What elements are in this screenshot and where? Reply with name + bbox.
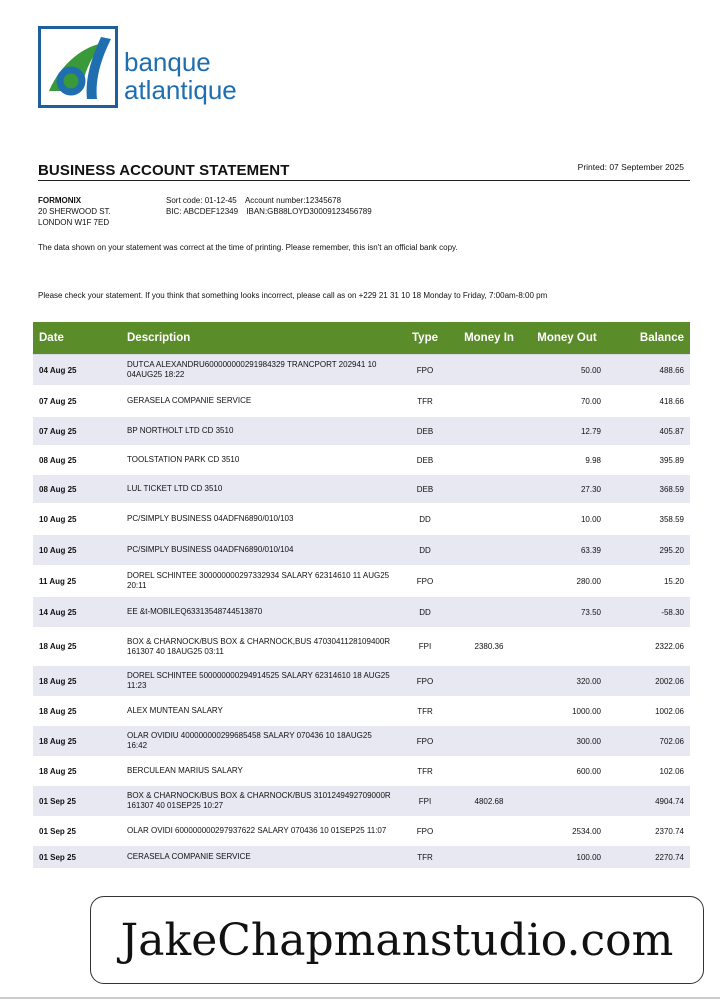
page-bottom-rule <box>0 997 720 999</box>
table-row <box>33 535 690 566</box>
cell-date: 07 Aug 25 <box>33 386 121 417</box>
col-description-header: Description <box>121 322 399 355</box>
cell-type: TFR <box>399 757 451 786</box>
cell-balance: 368.59 <box>607 475 690 504</box>
table-row <box>33 386 690 417</box>
cell-money-in <box>451 846 527 869</box>
cell-type: FPI <box>399 786 451 817</box>
cell-description: ALEX MUNTEAN SALARY <box>121 697 399 726</box>
transactions-table <box>33 322 690 869</box>
account-number: Account number:12345678 <box>244 196 342 205</box>
col-date-header: Date <box>33 322 121 355</box>
sort-code: Sort code: 01-12-45 <box>166 196 237 205</box>
cell-balance: 2002.06 <box>607 666 690 697</box>
data-disclaimer: The data shown on your statement was correct at the time of printing. Please remember, this isn't an official bank copy. <box>38 243 458 252</box>
cell-money-in <box>451 417 527 446</box>
address-line-1: 20 SHERWOOD ST. <box>38 207 111 216</box>
cell-money-out: 280.00 <box>527 566 607 597</box>
cell-balance: 1002.06 <box>607 697 690 726</box>
cell-money-out: 1000.00 <box>527 697 607 726</box>
cell-type: DEB <box>399 446 451 475</box>
cell-date: 10 Aug 25 <box>33 504 121 535</box>
cell-balance: 4904.74 <box>607 786 690 817</box>
title-divider <box>38 180 690 181</box>
cell-type: FPO <box>399 726 451 757</box>
cell-description: BERCULEAN MARIUS SALARY <box>121 757 399 786</box>
cell-date: 01 Sep 25 <box>33 846 121 869</box>
col-money-out-header: Money Out <box>527 322 607 355</box>
cell-money-in <box>451 566 527 597</box>
cell-balance: 358.59 <box>607 504 690 535</box>
cell-date: 14 Aug 25 <box>33 597 121 628</box>
cell-money-in: 4802.68 <box>451 786 527 817</box>
cell-description: OLAR OVIDI 600000000297937622 SALARY 070436 10 01SEP25 11:07 <box>121 817 399 846</box>
table-row <box>33 417 690 446</box>
table-row <box>33 566 690 597</box>
cell-money-out: 10.00 <box>527 504 607 535</box>
cell-type: FPO <box>399 355 451 386</box>
cell-money-out: 12.79 <box>527 417 607 446</box>
cell-money-in <box>451 597 527 628</box>
table-row <box>33 757 690 786</box>
check-notice: Please check your statement. If you think that something looks incorrect, please call as on +229 21 31 10 18 Monday to Friday, 7:00am-8:00 pm <box>38 291 548 300</box>
cell-money-out: 63.39 <box>527 535 607 566</box>
cell-description: CERASELA COMPANIE SERVICE <box>121 846 399 869</box>
cell-balance: 295.20 <box>607 535 690 566</box>
cell-type: FPO <box>399 566 451 597</box>
statement-title: BUSINESS ACCOUNT STATEMENT <box>38 162 290 179</box>
table-row <box>33 628 690 666</box>
address-line-2: LONDON W1F 7ED <box>38 218 110 227</box>
cell-balance: 488.66 <box>607 355 690 386</box>
cell-type: FPI <box>399 628 451 666</box>
cell-money-out: 73.50 <box>527 597 607 628</box>
cell-money-out: 2534.00 <box>527 817 607 846</box>
table-row <box>33 697 690 726</box>
cell-money-out <box>527 628 607 666</box>
printed-date: Printed: 07 September 2025 <box>577 162 684 172</box>
cell-type: DEB <box>399 475 451 504</box>
cell-type: DD <box>399 504 451 535</box>
cell-money-in <box>451 446 527 475</box>
cell-money-in: 2380.36 <box>451 628 527 666</box>
cell-money-in <box>451 504 527 535</box>
cell-date: 08 Aug 25 <box>33 475 121 504</box>
cell-date: 18 Aug 25 <box>33 757 121 786</box>
cell-money-out <box>527 786 607 817</box>
cell-balance: 418.66 <box>607 386 690 417</box>
cell-money-in <box>451 666 527 697</box>
cell-balance: 2370.74 <box>607 817 690 846</box>
table-header-row <box>33 322 690 355</box>
bank-name-line2: atlantique <box>124 75 237 105</box>
cell-description: PC/SIMPLY BUSINESS 04ADFN6890/010/104 <box>121 535 399 566</box>
cell-money-out: 100.00 <box>527 846 607 869</box>
cell-money-in <box>451 475 527 504</box>
cell-money-in <box>451 817 527 846</box>
table-row <box>33 504 690 535</box>
cell-balance: 2270.74 <box>607 846 690 869</box>
iban-code: IBAN:GB88LOYD30009123456789 <box>246 207 372 216</box>
cell-description: BOX & CHARNOCK/BUS BOX & CHARNOCK,BUS 4703041128109400R 161307 40 18AUG25 03:11 <box>121 628 399 666</box>
cell-date: 08 Aug 25 <box>33 446 121 475</box>
cell-type: TFR <box>399 386 451 417</box>
cell-description: DUTCA ALEXANDRU600000000291984329 TRANCPORT 202941 10 04AUG25 18:22 <box>121 355 399 386</box>
cell-description: GERASELA COMPANIE SERVICE <box>121 386 399 417</box>
bic-code: BIC: ABCDEF12349 <box>166 207 239 216</box>
cell-money-in <box>451 757 527 786</box>
cell-money-out: 27.30 <box>527 475 607 504</box>
cell-money-in <box>451 535 527 566</box>
cell-date: 18 Aug 25 <box>33 726 121 757</box>
cell-balance: 2322.06 <box>607 628 690 666</box>
bank-name <box>124 48 237 104</box>
col-balance-header: Balance <box>607 322 690 355</box>
cell-description: TOOLSTATION PARK CD 3510 <box>121 446 399 475</box>
cell-money-out: 320.00 <box>527 666 607 697</box>
cell-money-out: 600.00 <box>527 757 607 786</box>
table-row <box>33 446 690 475</box>
cell-money-in <box>451 355 527 386</box>
table-row <box>33 846 690 869</box>
cell-type: DEB <box>399 417 451 446</box>
cell-money-in <box>451 386 527 417</box>
table-row <box>33 475 690 504</box>
cell-description: BOX & CHARNOCK/BUS BOX & CHARNOCK/BUS 3101249492709000R 161307 40 01SEP25 10:27 <box>121 786 399 817</box>
cell-description: PC/SIMPLY BUSINESS 04ADFN6890/010/103 <box>121 504 399 535</box>
table-row <box>33 817 690 846</box>
cell-description: BP NORTHOLT LTD CD 3510 <box>121 417 399 446</box>
cell-description: LUL TICKET LTD CD 3510 <box>121 475 399 504</box>
cell-money-out: 9.98 <box>527 446 607 475</box>
cell-type: FPO <box>399 817 451 846</box>
cell-description: DOREL SCHINTEE 300000000297332934 SALARY 62314610 11 AUG25 20:11 <box>121 566 399 597</box>
cell-description: OLAR OVIDIU 400000000299685458 SALARY 070436 10 18AUG25 16:42 <box>121 726 399 757</box>
col-money-in-header: Money In <box>451 322 527 355</box>
table-row <box>33 355 690 386</box>
cell-date: 11 Aug 25 <box>33 566 121 597</box>
col-type-header: Type <box>399 322 451 355</box>
cell-description: DOREL SCHINTEE 500000000294914525 SALARY 62314610 18 AUG25 11:23 <box>121 666 399 697</box>
cell-type: TFR <box>399 697 451 726</box>
cell-balance: 395.89 <box>607 446 690 475</box>
cell-date: 07 Aug 25 <box>33 417 121 446</box>
cell-date: 18 Aug 25 <box>33 666 121 697</box>
table-row <box>33 726 690 757</box>
cell-balance: 102.06 <box>607 757 690 786</box>
cell-balance: 702.06 <box>607 726 690 757</box>
cell-type: DD <box>399 535 451 566</box>
cell-money-in <box>451 726 527 757</box>
cell-balance: 15.20 <box>607 566 690 597</box>
table-row <box>33 786 690 817</box>
bank-logo <box>38 26 237 108</box>
customer-address <box>38 195 111 228</box>
cell-date: 10 Aug 25 <box>33 535 121 566</box>
cell-date: 01 Sep 25 <box>33 817 121 846</box>
cell-type: FPO <box>399 666 451 697</box>
table-row <box>33 666 690 697</box>
cell-description: EE &t-MOBILEQ63313548744513870 <box>121 597 399 628</box>
table-row <box>33 597 690 628</box>
cell-type: TFR <box>399 846 451 869</box>
bank-name-line1: banque <box>124 47 211 77</box>
cell-type: DD <box>399 597 451 628</box>
cell-balance: 405.87 <box>607 417 690 446</box>
transactions-body <box>33 355 690 869</box>
watermark-banner: JakeChapmanstudio.com <box>90 896 704 984</box>
cell-money-out: 70.00 <box>527 386 607 417</box>
cell-date: 18 Aug 25 <box>33 628 121 666</box>
cell-balance: -58.30 <box>607 597 690 628</box>
account-details <box>166 195 372 217</box>
cell-date: 18 Aug 25 <box>33 697 121 726</box>
customer-name: FORMONIX <box>38 196 82 205</box>
cell-date: 01 Sep 25 <box>33 786 121 817</box>
cell-money-out: 300.00 <box>527 726 607 757</box>
cell-money-out: 50.00 <box>527 355 607 386</box>
logo-mark-icon <box>38 26 118 108</box>
cell-money-in <box>451 697 527 726</box>
cell-date: 04 Aug 25 <box>33 355 121 386</box>
